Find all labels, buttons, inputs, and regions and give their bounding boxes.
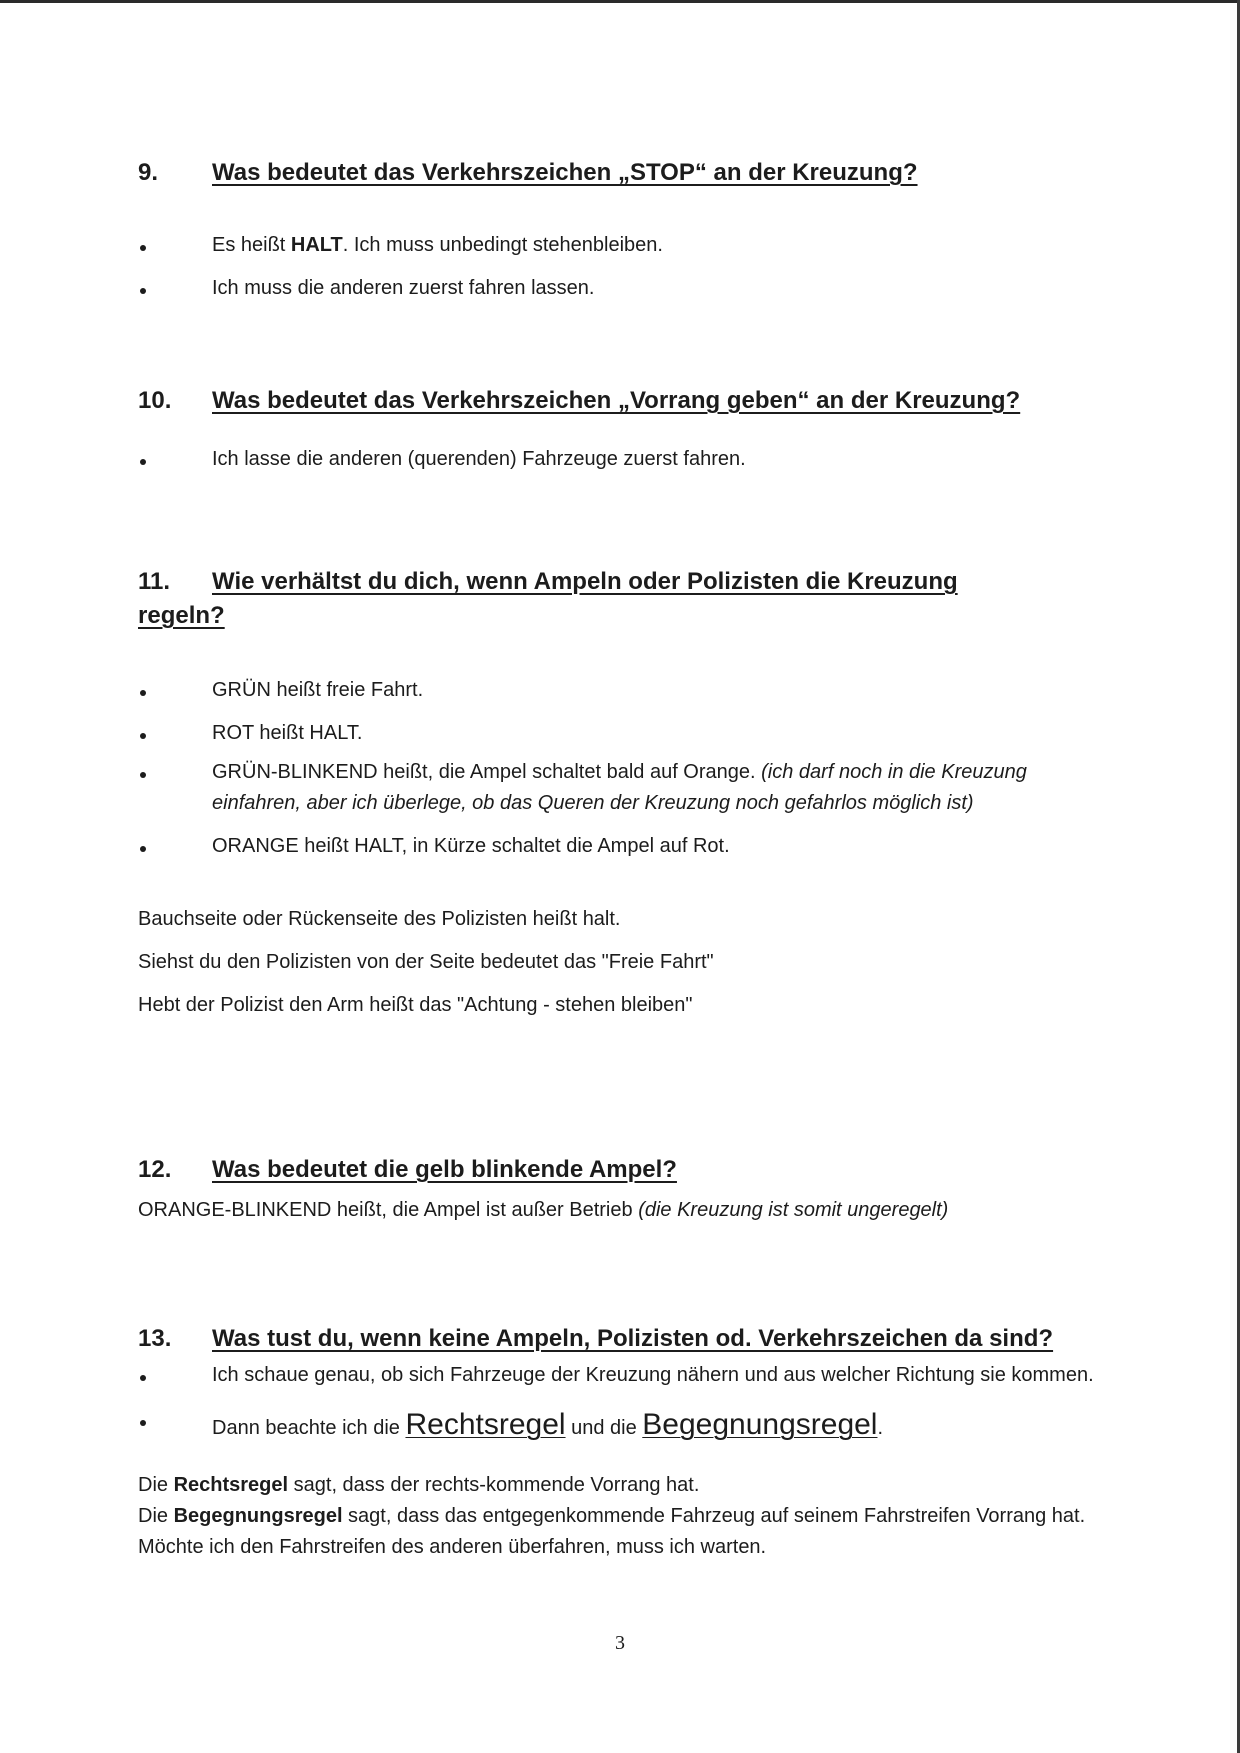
question-13 xyxy=(138,1322,1098,1563)
question-9 xyxy=(138,156,1098,304)
answer-list xyxy=(138,1360,1098,1448)
rules-explanation xyxy=(138,1470,1098,1563)
police-notes xyxy=(138,904,1098,1021)
rule-name: Rechtsregel xyxy=(405,1408,566,1441)
question-number: 9. xyxy=(138,159,159,186)
list-item: Ich muss die anderen zuerst fahren lassen. xyxy=(138,273,1098,304)
paragraph: Siehst du den Polizisten von der Seite bedeutet das "Freie Fahrt" xyxy=(138,951,714,973)
question-title: Was tust du, wenn keine Ampeln, Polizisten od. Verkehrszeichen da sind? xyxy=(212,1325,1054,1352)
list-item: Ich lasse die anderen (querenden) Fahrzeuge zuerst fahren. xyxy=(138,444,1098,475)
question-number: 10. xyxy=(138,387,172,414)
question-title: Was bedeutet das Verkehrszeichen „Vorrang geben“ an der Kreuzung? xyxy=(212,387,1021,414)
question-number: 12. xyxy=(138,1156,172,1183)
question-number: 11. xyxy=(138,568,171,595)
scan-border-top xyxy=(0,0,1240,3)
question-title: Was bedeutet das Verkehrszeichen „STOP“ an der Kreuzung? xyxy=(212,159,918,186)
paragraph: Die Rechtsregel sagt, dass der rechts-kommende Vorrang hat. xyxy=(138,1474,700,1496)
rule-name: Begegnungsregel xyxy=(642,1408,878,1441)
question-title: Wie verhältst du dich, wenn Ampeln oder Polizisten die Kreuzung xyxy=(212,568,958,595)
question-11-heading xyxy=(138,565,1098,633)
page-number: 3 xyxy=(615,1632,625,1654)
question-title: Was bedeutet die gelb blinkende Ampel? xyxy=(212,1156,677,1183)
question-title-continued: regeln? xyxy=(138,602,225,629)
answer-list xyxy=(138,444,1098,475)
list-item: ORANGE heißt HALT, in Kürze schaltet die Ampel auf Rot. xyxy=(138,831,1098,862)
answer-list xyxy=(138,230,1098,304)
list-item: Dann beachte ich die Rechtsregel und die Begegnungsregel. xyxy=(138,1405,1098,1448)
answer-list xyxy=(138,675,1098,862)
question-13-heading xyxy=(138,1322,1098,1356)
question-11 xyxy=(138,565,1098,1021)
question-12-heading xyxy=(138,1153,1098,1187)
answer-text: ORANGE-BLINKEND heißt, die Ampel ist außer Betrieb (die Kreuzung ist somit ungeregelt) xyxy=(138,1199,949,1221)
list-item: GRÜN heißt freie Fahrt. xyxy=(138,675,1098,706)
question-number: 13. xyxy=(138,1325,172,1352)
list-item: GRÜN-BLINKEND heißt, die Ampel schaltet bald auf Orange. (ich darf noch in die Kreuzung einfahren, aber ich überlege, ob das Queren der Kreuzung noch gefahrlos möglich ist) xyxy=(138,757,1098,819)
list-item: Ich schaue genau, ob sich Fahrzeuge der Kreuzung nähern und aus welcher Richtung sie kommen. xyxy=(138,1360,1098,1391)
list-item: Es heißt HALT. Ich muss unbedingt stehenbleiben. xyxy=(138,230,1098,261)
list-item: ROT heißt HALT. xyxy=(138,718,1098,749)
paragraph: Die Begegnungsregel sagt, dass das entgegenkommende Fahrzeug auf seinem Fahrstreifen Vorrang hat. Möchte ich den Fahrstreifen des anderen überfahren, muss ich warten. xyxy=(138,1505,1086,1558)
paragraph: Hebt der Polizist den Arm heißt das "Achtung - stehen bleiben" xyxy=(138,994,693,1016)
question-12 xyxy=(138,1153,1098,1226)
question-10-heading xyxy=(138,384,1098,418)
question-9-heading xyxy=(138,156,1098,190)
paragraph: Bauchseite oder Rückenseite des Polizisten heißt halt. xyxy=(138,908,621,930)
question-10 xyxy=(138,384,1098,475)
